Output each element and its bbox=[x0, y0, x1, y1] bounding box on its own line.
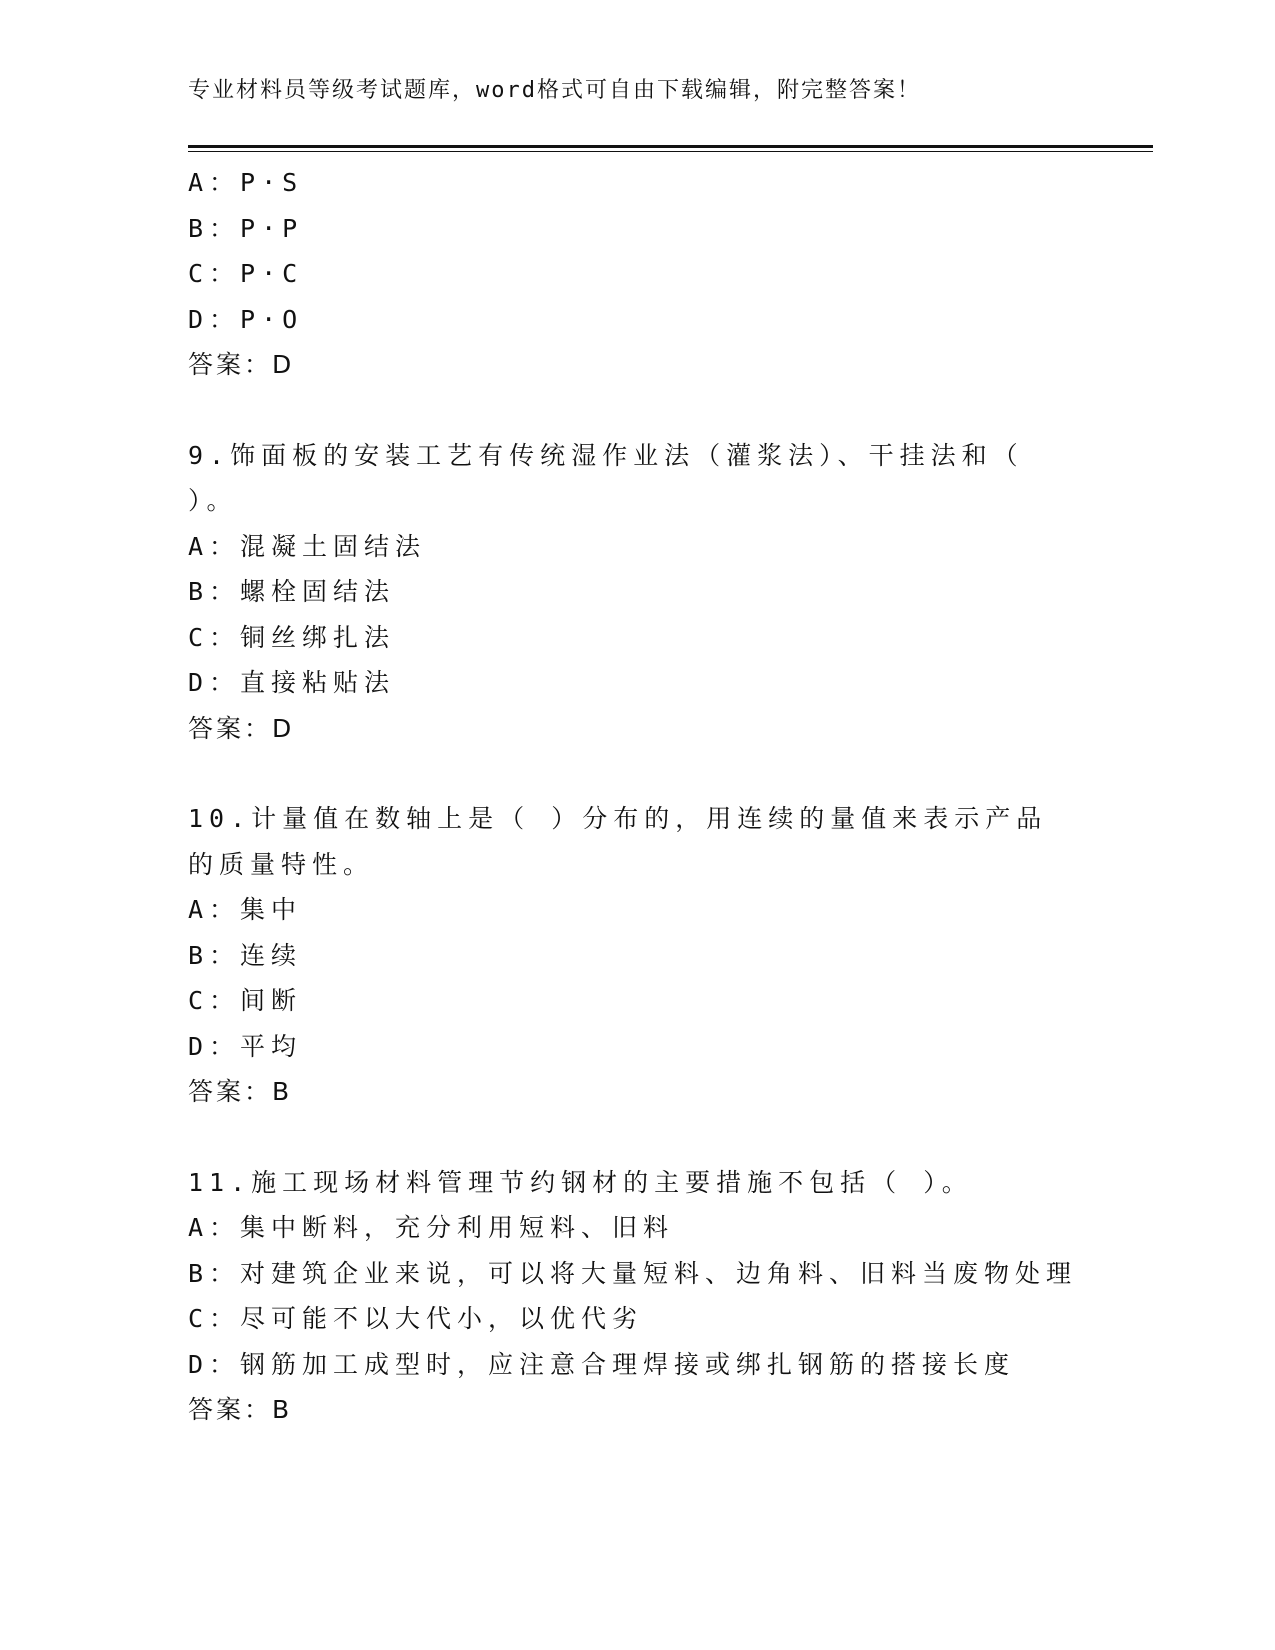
page-header: 专业材料员等级考试题库，word格式可自由下载编辑，附完整答案！ bbox=[188, 78, 921, 103]
option-b: B：P·P bbox=[188, 213, 304, 243]
option-a: A：集中 bbox=[188, 895, 303, 924]
answer-line: 答案：B bbox=[188, 1395, 293, 1424]
question-text: 9.饰面板的安装工艺有传统湿作业法（灌浆法）、干挂法和（ ）。 bbox=[188, 440, 1024, 515]
option-d: D：钢筋加工成型时，应注意合理焊接或绑扎钢筋的搭接长度 bbox=[188, 1349, 1016, 1379]
answer-line: 答案：B bbox=[188, 1077, 293, 1106]
answer-line: 答案：D bbox=[188, 713, 295, 743]
question-text: 10.计量值在数轴上是（ ）分布的，用连续的量值来表示产品的质量特性。 bbox=[188, 804, 1048, 879]
question-block-9 bbox=[188, 433, 1118, 752]
option-c: C：间断 bbox=[188, 986, 303, 1015]
option-c: C：铜丝绑扎法 bbox=[188, 622, 396, 652]
header-divider bbox=[188, 145, 1153, 152]
option-d: D：平均 bbox=[188, 1031, 303, 1061]
question-list bbox=[188, 160, 1118, 1433]
question-block-10 bbox=[188, 796, 1118, 1115]
option-c: C：P·C bbox=[188, 259, 304, 288]
spacer bbox=[188, 751, 1118, 796]
option-b: B：螺栓固结法 bbox=[188, 577, 396, 606]
option-a: A：混凝土固结法 bbox=[188, 531, 427, 561]
spacer bbox=[188, 1115, 1118, 1160]
option-d: D：直接粘贴法 bbox=[188, 668, 396, 697]
option-a: A：集中断料，充分利用短料、旧料 bbox=[188, 1213, 675, 1242]
spacer bbox=[188, 388, 1118, 433]
option-c: C：尽可能不以大代小，以优代劣 bbox=[188, 1304, 644, 1333]
option-d: D：P·O bbox=[188, 304, 304, 334]
question-text: 11.施工现场材料管理节约钢材的主要措施不包括（ ）。 bbox=[188, 1167, 973, 1197]
question-block-8 bbox=[188, 160, 1118, 388]
option-b: B：连续 bbox=[188, 940, 303, 970]
option-a: A：P·S bbox=[188, 168, 304, 197]
option-b: B：对建筑企业来说，可以将大量短料、边角料、旧料当废物处理 bbox=[188, 1258, 1078, 1288]
question-block-11 bbox=[188, 1160, 1118, 1433]
answer-line: 答案：D bbox=[188, 350, 295, 379]
